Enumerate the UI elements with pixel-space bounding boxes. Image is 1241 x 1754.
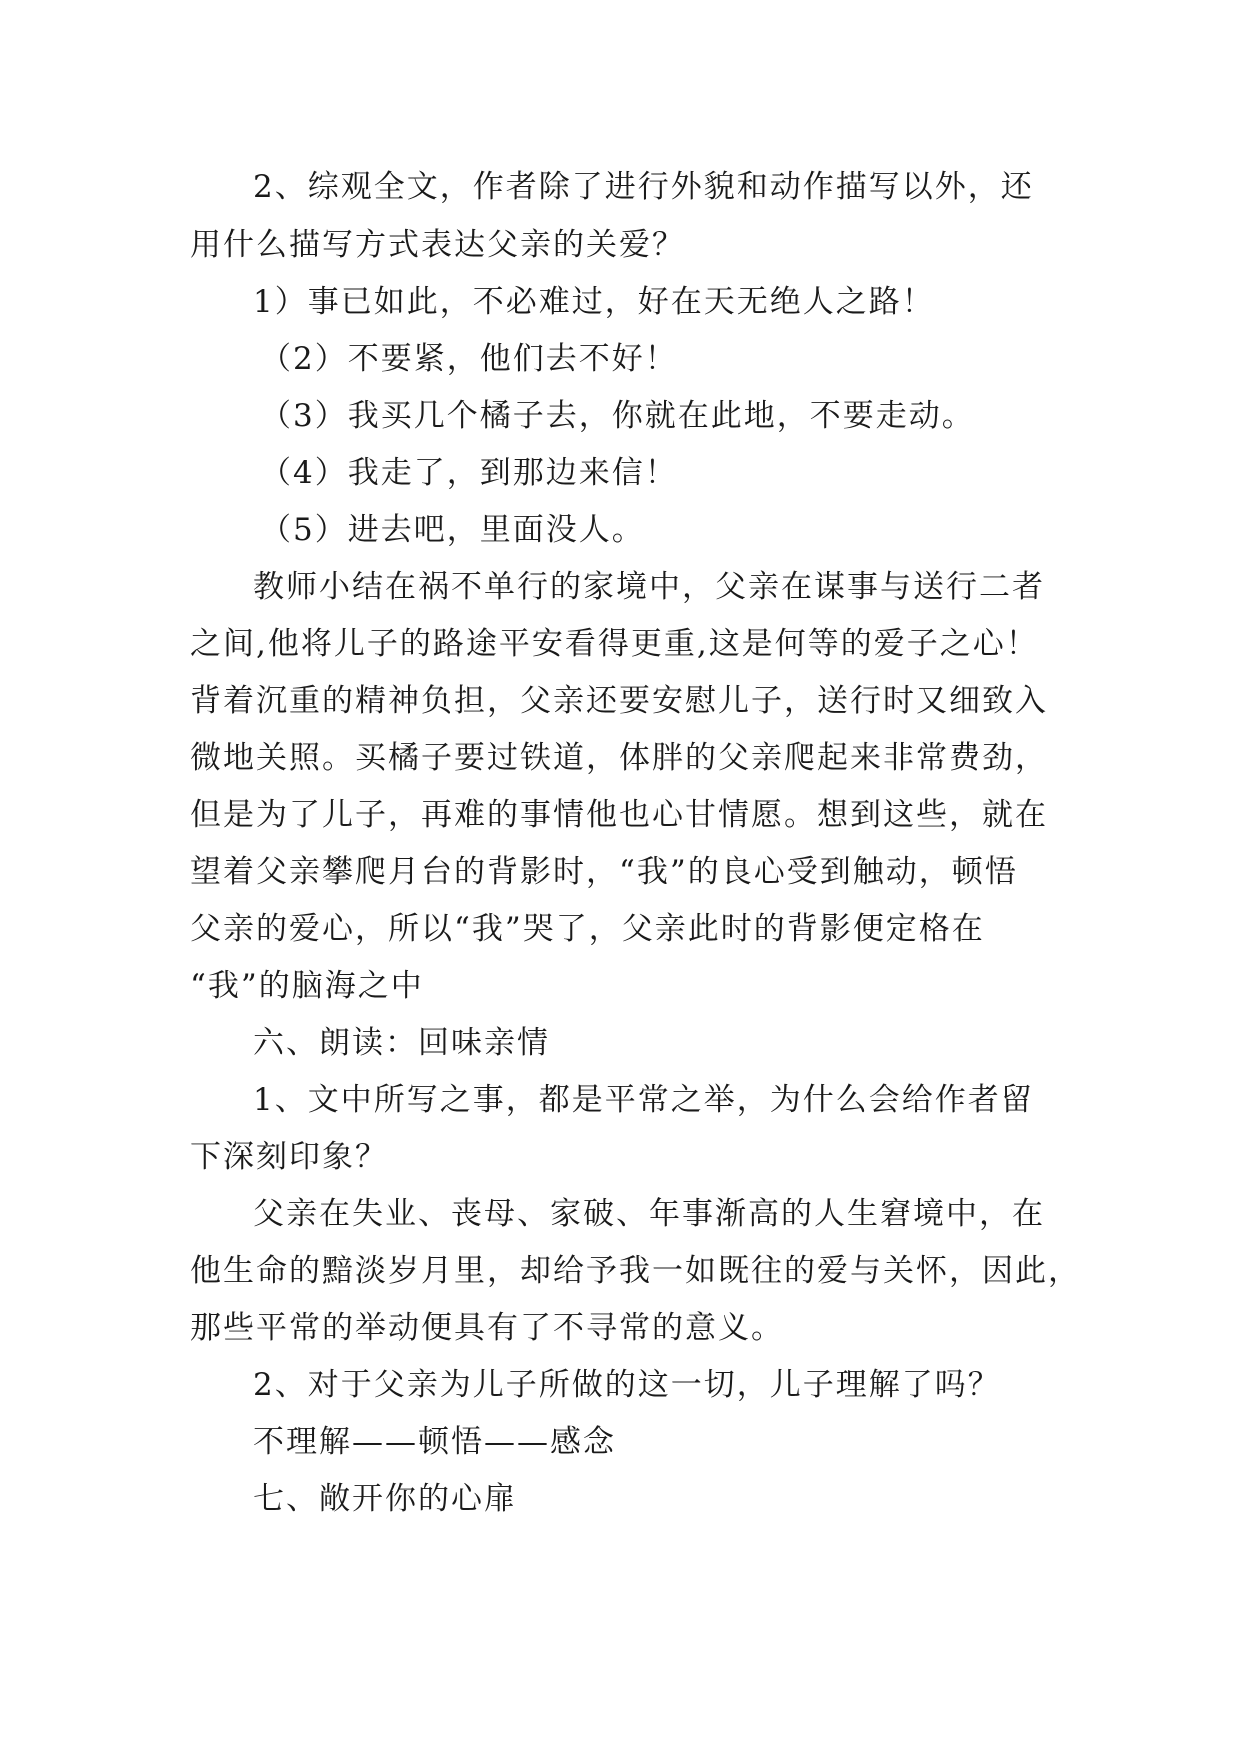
quote-2: （2）不要紧，他们去不好！ [260, 341, 678, 377]
quote-3: （3）我买几个橘子去，你就在此地，不要走动。 [260, 398, 975, 434]
summary-line-5: 但是为了儿子，再难的事情他也心甘情愿。想到这些，就在 [190, 797, 1048, 833]
quote-4: （4）我走了，到那边来信！ [260, 455, 678, 491]
summary-line-8: “我”的脑海之中 [190, 968, 424, 1004]
question-2-line-2: 用什么描写方式表达父亲的关爱？ [190, 227, 685, 263]
summary-line-7: 父亲的爱心，所以“我”哭了，父亲此时的背影便定格在 [190, 911, 985, 947]
section-6-answer-line-3: 那些平常的举动便具有了不寻常的意义。 [190, 1310, 784, 1346]
summary-line-3: 背着沉重的精神负担，父亲还要安慰儿子，送行时又细致入 [190, 683, 1048, 719]
section-6-answer-line-2: 他生命的黯淡岁月里，却给予我一如既往的爱与关怀，因此， [190, 1253, 1081, 1289]
section-6-q1-line-2: 下深刻印象？ [190, 1139, 388, 1175]
summary-line-1: 教师小结在祸不单行的家境中，父亲在谋事与送行二者 [253, 569, 1045, 605]
section-6-q2-answer: 不理解——顿悟——感念 [253, 1424, 616, 1460]
quote-5: （5）进去吧，里面没人。 [260, 512, 645, 548]
section-6-answer-line-1: 父亲在失业、丧母、家破、年事渐高的人生窘境中，在 [253, 1196, 1045, 1232]
question-2-line-1: 2、综观全文，作者除了进行外貌和动作描写以外，还 [253, 169, 1034, 205]
quote-1: 1）事已如此，不必难过，好在天无绝人之路！ [253, 284, 935, 320]
section-6-heading: 六、朗读：回味亲情 [253, 1025, 550, 1061]
section-6-q1-line-1: 1、文中所写之事，都是平常之举，为什么会给作者留 [253, 1082, 1034, 1118]
summary-line-6: 望着父亲攀爬月台的背影时，“我”的良心受到触动，顿悟 [190, 854, 1018, 890]
summary-line-2: 之间,他将儿子的路途平安看得更重,这是何等的爱子之心！ [190, 626, 1039, 662]
section-7-heading: 七、敞开你的心扉 [253, 1481, 517, 1517]
section-6-q2: 2、对于父亲为儿子所做的这一切，儿子理解了吗？ [253, 1367, 1001, 1403]
summary-line-4: 微地关照。买橘子要过铁道，体胖的父亲爬起来非常费劲， [190, 740, 1048, 776]
